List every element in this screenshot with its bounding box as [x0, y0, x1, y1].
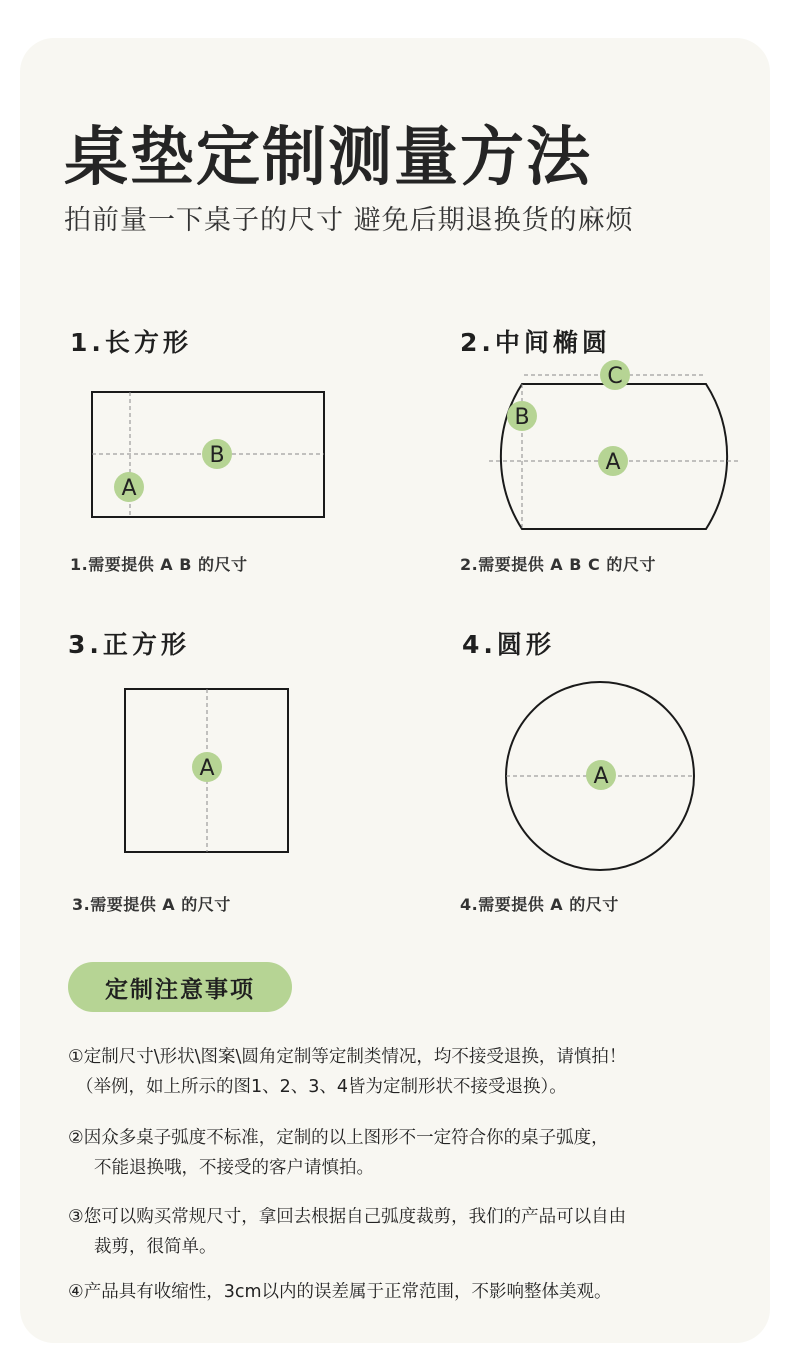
- badge-a-label: A: [605, 450, 621, 475]
- badge-b-label: B: [514, 405, 530, 430]
- notice-item-4-line1: ④产品具有收缩性，3cm以内的误差属于正常范围，不影响整体美观。: [68, 1282, 612, 1302]
- notice-item-1-line2: （举例，如上所示的图1、2、3、4皆为定制形状不接受退换）。: [76, 1077, 567, 1097]
- caption-rectangle: 1.需要提供 A B 的尺寸: [70, 555, 248, 574]
- oval-diagram: [480, 355, 750, 540]
- notice-item-1: [68, 1042, 748, 1102]
- caption-circle: 4.需要提供 A 的尺寸: [460, 895, 619, 914]
- notice-item-4: [68, 1277, 748, 1307]
- square-diagram: [115, 680, 300, 865]
- notice-item-1-line1: ①定制尺寸\形状\图案\圆角定制等定制类情况，均不接受退换，请慎拍！: [68, 1047, 627, 1067]
- caption-oval: 2.需要提供 A B C 的尺寸: [460, 555, 656, 574]
- circle-diagram: [495, 672, 705, 882]
- badge-c-label: C: [607, 364, 623, 389]
- notice-item-2-line1: ②因众多桌子弧度不标准，定制的以上图形不一定符合你的桌子弧度，: [68, 1128, 609, 1148]
- shape-title-rectangle: 1.长方形: [70, 328, 192, 357]
- notice-item-3-line1: ③您可以购买常规尺寸，拿回去根据自己弧度裁剪，我们的产品可以自由: [68, 1207, 627, 1227]
- notice-item-3-line2: 裁剪，很简单。: [94, 1237, 217, 1257]
- shape-title-oval: 2.中间椭圆: [460, 328, 611, 357]
- badge-a-label: A: [593, 764, 609, 789]
- badge-a-label: A: [199, 756, 215, 781]
- page-title: 桌垫定制测量方法: [64, 121, 592, 195]
- shape-title-circle: 4.圆形: [462, 630, 555, 659]
- badge-a-label: A: [121, 476, 137, 501]
- notice-item-2-line2: 不能退换哦，不接受的客户请慎拍。: [94, 1158, 374, 1178]
- shape-title-square: 3.正方形: [68, 630, 190, 659]
- notice-heading-badge: 定制注意事项: [68, 962, 292, 1012]
- rectangle-diagram: [80, 380, 340, 530]
- page-subtitle: 拍前量一下桌子的尺寸 避免后期退换货的麻烦: [64, 205, 634, 236]
- badge-b-label: B: [209, 443, 225, 468]
- notice-item-2: [68, 1123, 748, 1183]
- notice-item-3: [68, 1202, 748, 1262]
- caption-square: 3.需要提供 A 的尺寸: [72, 895, 231, 914]
